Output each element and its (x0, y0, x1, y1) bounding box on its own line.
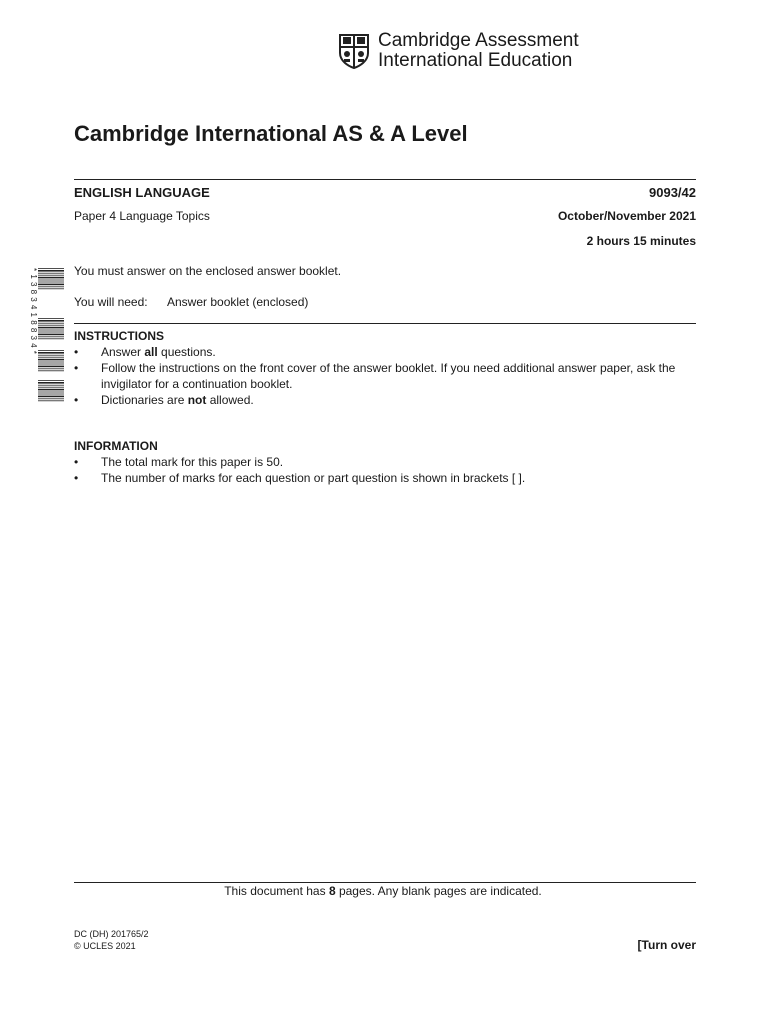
exam-session: October/November 2021 (557, 209, 696, 223)
header-rule (74, 179, 696, 180)
barcode-bar (38, 268, 64, 269)
barcode-bar (38, 280, 64, 281)
barcode-bar (38, 385, 64, 386)
barcode-bar (38, 387, 64, 388)
barcode-bar (38, 357, 64, 358)
answer-note: You must answer on the enclosed answer booklet. (74, 264, 342, 278)
need-label: You will need: (74, 295, 148, 309)
barcode-bar (38, 273, 64, 274)
barcode-bar (38, 350, 64, 351)
logo-line-2: International Education (378, 50, 573, 71)
page-count-note: This document has 8 pages. Any blank pages are indicated. (224, 884, 542, 898)
list-item: • The total mark for this paper is 50. (74, 455, 284, 469)
footer-rule (74, 882, 696, 883)
barcode-bar (38, 362, 64, 363)
barcode-digits: *1383418834* (29, 268, 38, 358)
list-item: • The number of marks for each question or part question is shown in brackets [ ]. (74, 471, 526, 485)
barcode-bar (38, 396, 64, 398)
barcode-bar (38, 382, 64, 384)
turn-over-label: [Turn over (637, 938, 696, 952)
exam-duration: 2 hours 15 minutes (586, 234, 696, 248)
barcode-bar (38, 366, 64, 368)
barcode-bar (38, 286, 64, 287)
barcode-bar (38, 370, 64, 371)
subject-name: ENGLISH LANGUAGE (74, 185, 210, 200)
barcode-bar (38, 338, 64, 339)
barcode-bar (38, 394, 64, 395)
barcode-bar (38, 330, 64, 331)
barcode-bar (38, 327, 64, 329)
barcode-bar (38, 352, 64, 354)
barcode-bar (38, 334, 64, 336)
barcode (28, 266, 66, 406)
copyright: © UCLES 2021 (74, 941, 136, 951)
doc-code: DC (DH) 201765/2 (74, 929, 149, 939)
list-item: • Answer all questions. (74, 345, 216, 359)
instructions-heading: INSTRUCTIONS (74, 329, 164, 343)
logo-line-1: Cambridge Assessment (378, 30, 579, 51)
barcode-bar (38, 320, 64, 322)
barcode-bar (38, 380, 64, 381)
barcode-bar (38, 368, 64, 369)
document-code (74, 928, 149, 952)
information-list (74, 454, 696, 486)
paper-title: Paper 4 Language Topics (74, 209, 210, 223)
barcode-bar (38, 389, 64, 391)
barcode-bar (38, 270, 64, 272)
list-item: • Dictionaries are not allowed. (74, 393, 254, 407)
need-value: Answer booklet (enclosed) (167, 295, 309, 309)
instructions-list (74, 344, 696, 408)
barcode-bar (38, 359, 64, 361)
barcode-bar (38, 323, 64, 324)
syllabus-code: 9093/42 (649, 185, 696, 200)
crest-icon (338, 33, 370, 69)
barcode-bar (38, 400, 64, 401)
barcode-bar (38, 288, 64, 289)
barcode-bar (38, 277, 64, 279)
barcode-bar (38, 275, 64, 276)
barcode-bar (38, 284, 64, 286)
barcode-bar (38, 332, 64, 333)
list-item: • Follow the instructions on the front cover of the answer booklet. If you need additional answer paper, ask the invigilator for a continuation booklet. (74, 361, 676, 391)
barcode-bar (38, 398, 64, 399)
page-title: Cambridge International AS & A Level (74, 121, 468, 146)
barcode-bars (38, 268, 64, 401)
barcode-bar (38, 336, 64, 337)
barcode-bar (38, 325, 64, 326)
barcode-bar (38, 355, 64, 356)
instructions-rule (74, 323, 696, 324)
barcode-bar (38, 318, 64, 319)
information-heading: INFORMATION (74, 439, 158, 453)
barcode-bar (38, 392, 64, 393)
barcode-bar (38, 282, 64, 283)
barcode-bar (38, 364, 64, 365)
